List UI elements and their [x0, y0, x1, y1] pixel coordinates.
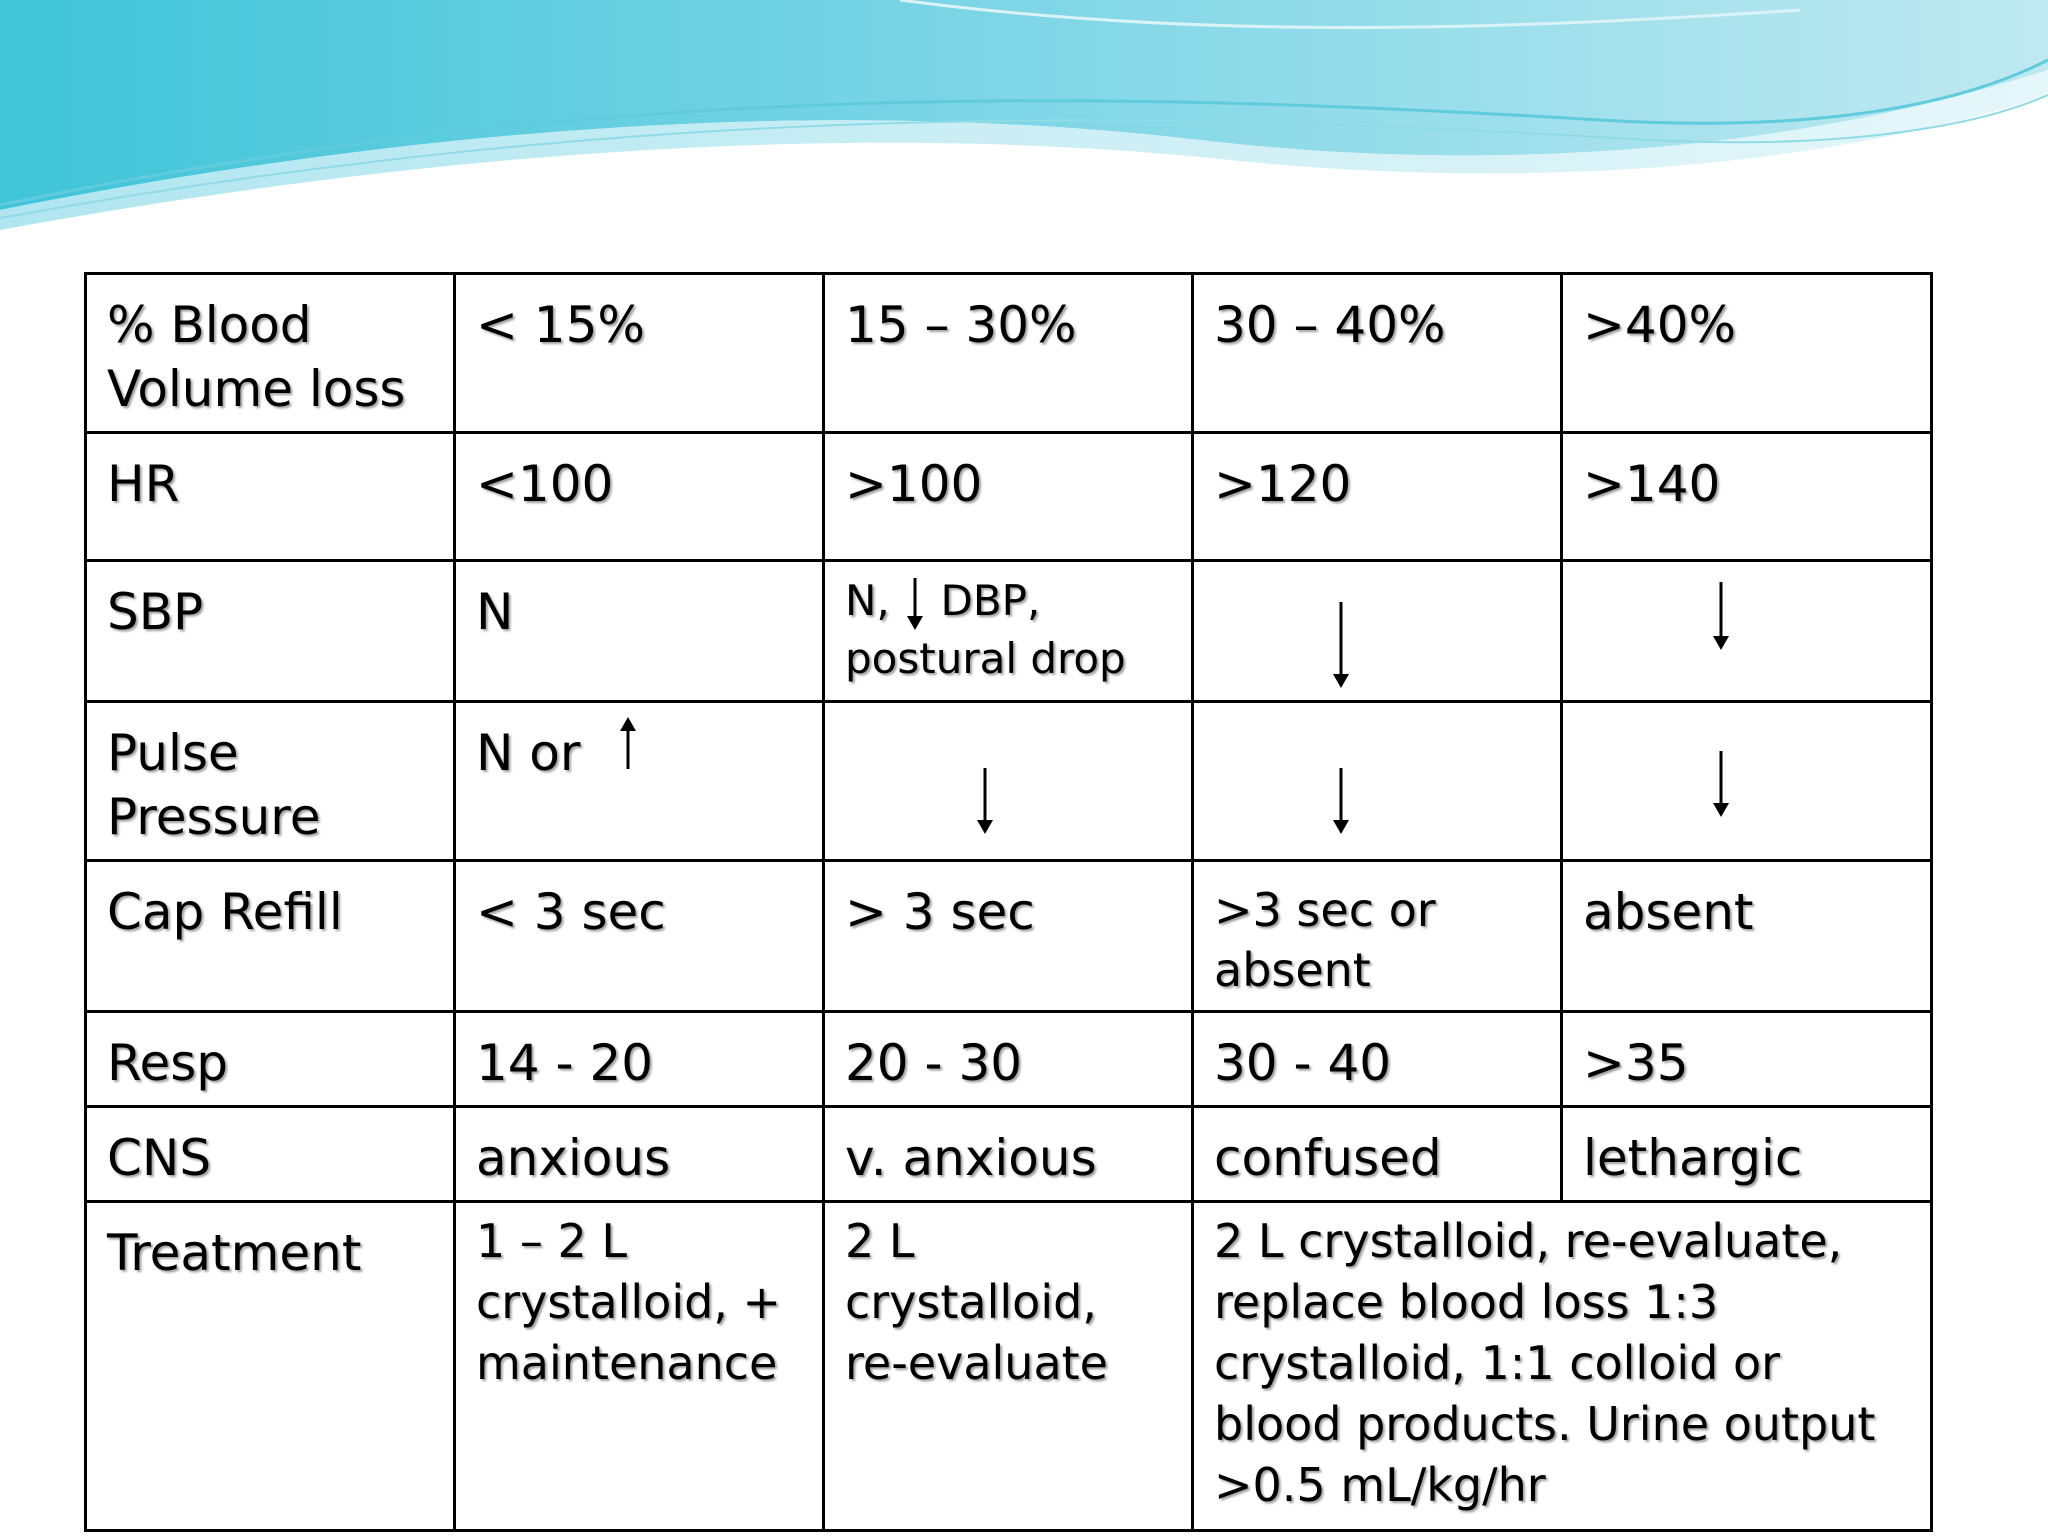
down-arrow-icon [1329, 600, 1353, 690]
table-cell: >140 [1562, 433, 1932, 561]
table-cell: 15 – 30% [824, 274, 1193, 433]
down-arrow-icon [973, 766, 997, 836]
table-cell: < 3 sec [455, 861, 824, 1012]
table-cell [1193, 561, 1562, 702]
table-cell: 14 - 20 [455, 1012, 824, 1107]
sbp-dbp-text: DBP, [940, 576, 1041, 625]
row-label: % Blood Volume loss [86, 274, 455, 433]
table-cell: 30 - 40 [1193, 1012, 1562, 1107]
sbp-postural-text: postural drop [845, 633, 1126, 683]
table-cell: > 3 sec [824, 861, 1193, 1012]
sbp-n-text: N, [845, 576, 890, 625]
table-row [86, 1107, 1932, 1202]
table-row [86, 861, 1932, 1012]
up-arrow-icon [616, 715, 640, 771]
table-row [86, 433, 1932, 561]
table-cell [1562, 561, 1932, 702]
table-cell [1562, 702, 1932, 861]
header-wave-decoration [0, 0, 2048, 240]
table-cell [455, 702, 824, 861]
row-label: Pulse Pressure [86, 702, 455, 861]
table-cell: >120 [1193, 433, 1562, 561]
row-label: HR [86, 433, 455, 561]
table-cell: 30 – 40% [1193, 274, 1562, 433]
row-label: Cap Refill [86, 861, 455, 1012]
down-arrow-icon [1329, 766, 1353, 836]
table-row [86, 1012, 1932, 1107]
table-cell [1193, 702, 1562, 861]
table-cell: >35 [1562, 1012, 1932, 1107]
table-cell: absent [1562, 861, 1932, 1012]
table-cell: anxious [455, 1107, 824, 1202]
row-label: SBP [86, 561, 455, 702]
table-cell [824, 702, 1193, 861]
table-cell [824, 561, 1193, 702]
table-cell: <100 [455, 433, 824, 561]
table-cell: N [455, 561, 824, 702]
table-cell: v. anxious [824, 1107, 1193, 1202]
down-arrow-icon [1709, 580, 1733, 652]
table-cell: >100 [824, 433, 1193, 561]
table-cell: 1 – 2 L crystalloid, + maintenance [455, 1202, 824, 1531]
down-arrow-icon [1709, 749, 1733, 819]
row-label: Resp [86, 1012, 455, 1107]
table-cell: confused [1193, 1107, 1562, 1202]
table-cell: >3 sec or absent [1193, 861, 1562, 1012]
table-cell: lethargic [1562, 1107, 1932, 1202]
pulse-n-or-text: N or [476, 724, 581, 782]
table-row [86, 561, 1932, 702]
table-cell: >40% [1562, 274, 1932, 433]
table-row [86, 1202, 1932, 1531]
blood-loss-classification-table [84, 272, 1933, 1532]
table-row [86, 702, 1932, 861]
table-row [86, 274, 1932, 433]
table-cell: 2 L crystalloid, re-evaluate, replace blood loss 1:3 crystalloid, 1:1 colloid or blood products. Urine output >0.5 mL/kg/hr [1193, 1202, 1932, 1531]
row-label: Treatment [86, 1202, 455, 1531]
table-cell: 20 - 30 [824, 1012, 1193, 1107]
row-label: CNS [86, 1107, 455, 1202]
down-arrow-icon [903, 576, 927, 632]
table-cell: < 15% [455, 274, 824, 433]
table-cell: 2 L crystalloid, re-evaluate [824, 1202, 1193, 1531]
